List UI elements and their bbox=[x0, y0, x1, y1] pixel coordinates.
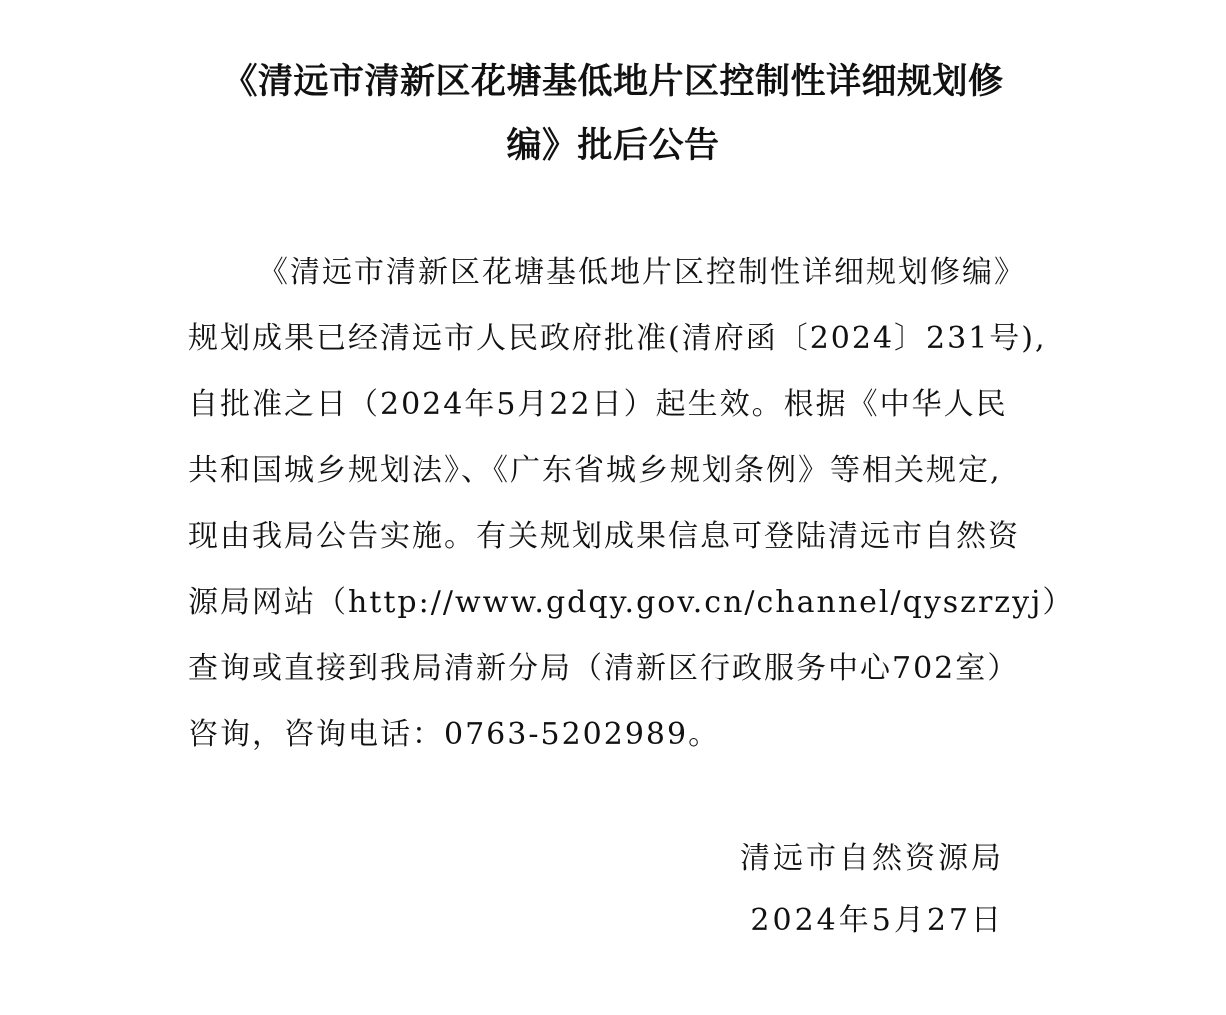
document-title bbox=[150, 50, 1076, 178]
announcement-body bbox=[188, 240, 1075, 768]
body-line-8: 咨询，咨询电话：0763-5202989。 bbox=[188, 717, 721, 752]
body-line-6: 源局网站（http://www.gdqy.gov.cn/channel/qyszrzyj） bbox=[188, 585, 1075, 620]
body-line-3: 自批准之日（2024年5月22日）起生效。根据《中华人民 bbox=[188, 387, 1008, 422]
title-line-2: 编》批后公告 bbox=[506, 126, 720, 166]
body-line-1: 《清远市清新区花塘基低地片区控制性详细规划修编》 bbox=[258, 255, 1026, 290]
body-line-4: 共和国城乡规划法》、《广东省城乡规划条例》等相关规定, bbox=[188, 453, 1002, 488]
issuer-name: 清远市自然资源局 bbox=[740, 841, 1004, 876]
body-line-7: 查询或直接到我局清新分局（清新区行政服务中心702室） bbox=[188, 651, 1020, 686]
issue-date: 2024年5月27日 bbox=[750, 903, 1004, 938]
title-line-1: 《清远市清新区花塘基低地片区控制性详细规划修 bbox=[222, 62, 1004, 102]
body-line-2: 规划成果已经清远市人民政府批准(清府函〔2024〕231号), bbox=[188, 321, 1047, 356]
signature-block bbox=[740, 828, 1004, 952]
body-line-5: 现由我局公告实施。有关规划成果信息可登陆清远市自然资 bbox=[188, 519, 1020, 554]
